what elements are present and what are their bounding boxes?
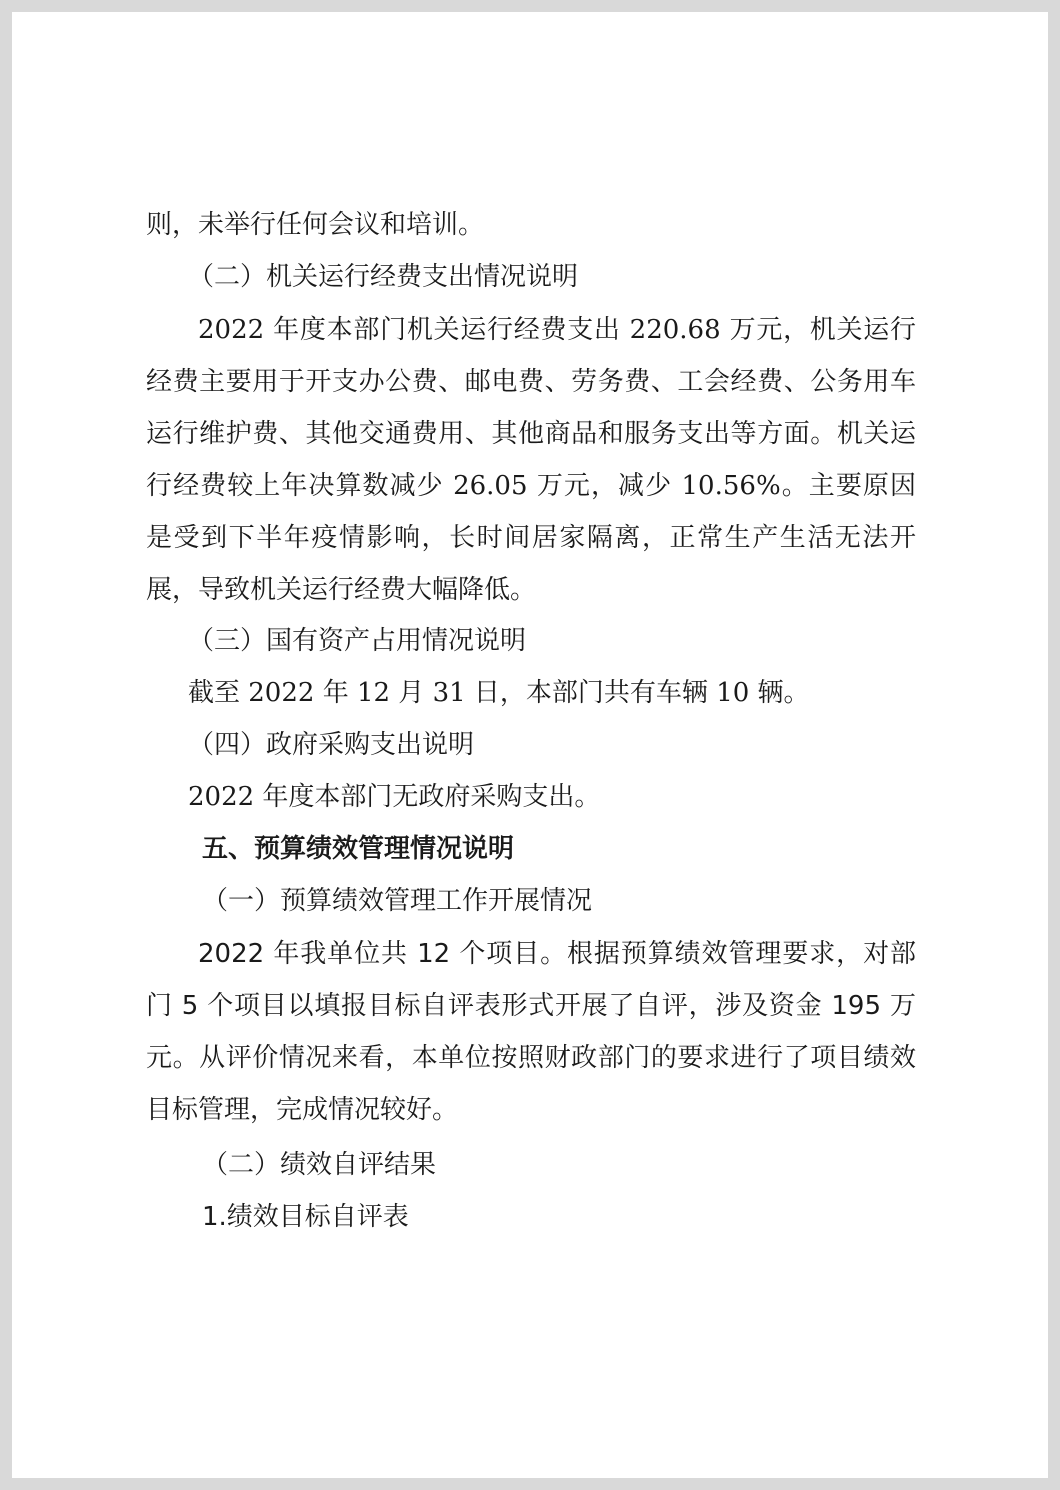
subsection-heading-5-1: （一）预算绩效管理工作开展情况 [202, 886, 593, 916]
document-page [12, 12, 1048, 1478]
paragraph-procurement: 2022 年度本部门无政府采购支出。 [188, 782, 601, 812]
chapter-heading-5: 五、预算绩效管理情况说明 [202, 834, 515, 864]
continuation-line: 则，未举行任何会议和培训。 [146, 210, 485, 240]
paragraph-performance-management: 2022 年我单位共 12 个项目。根据预算绩效管理要求，对部门 5 个项目以填报目标自评表形式开展了自评，涉及资金 195 万元。从评价情况来看，本单位按照财政部门的要求进行了项目绩效目标管理，完成情况较好。 [146, 939, 916, 1125]
item-self-evaluation-table: 1.绩效目标自评表 [202, 1202, 409, 1232]
paragraph-operating-expenses: 2022 年度本部门机关运行经费支出 220.68 万元，机关运行经费主要用于开支办公费、邮电费、劳务费、工会经费、公务用车运行维护费、其他交通费用、其他商品和服务支出等方面。机关运行经费较上年决算数减少 26.05 万元，减少 10.56%。主要原因是受到下半年疫情影响，长时间居家隔离，正常生产生活无法开展，导致机关运行经费大幅降低。 [146, 315, 916, 605]
section-heading-4: （四）政府采购支出说明 [188, 730, 475, 760]
subsection-heading-5-2: （二）绩效自评结果 [202, 1150, 437, 1180]
section-heading-2: （二）机关运行经费支出情况说明 [188, 262, 579, 292]
section-heading-3: （三）国有资产占用情况说明 [188, 626, 527, 656]
paragraph-state-assets: 截至 2022 年 12 月 31 日，本部门共有车辆 10 辆。 [188, 678, 810, 708]
